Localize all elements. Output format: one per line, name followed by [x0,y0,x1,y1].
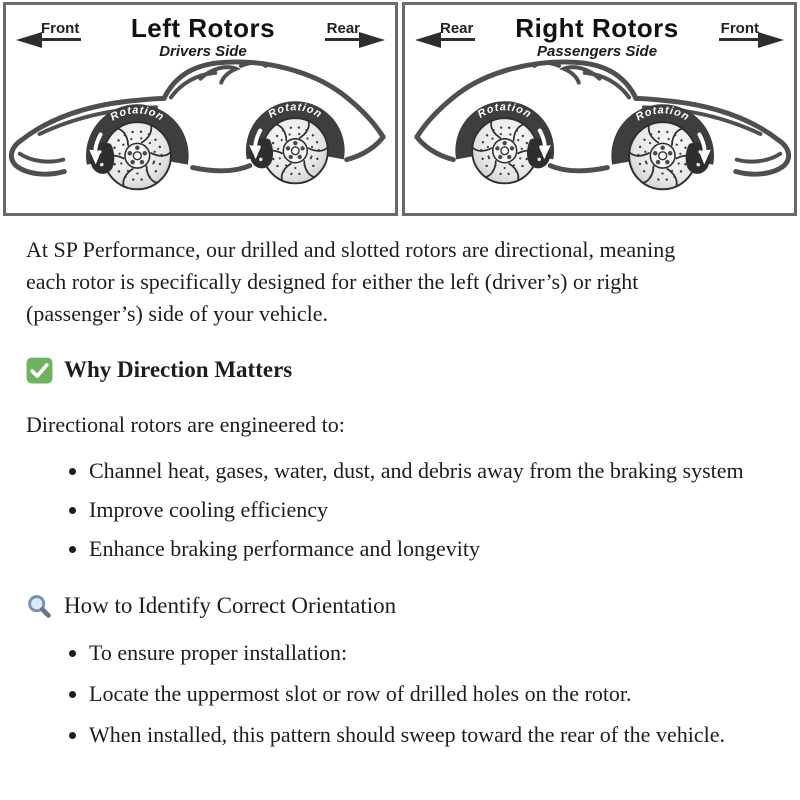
list-item: • Channel heat, gases, water, dust, and debris away from the braking system [89,454,774,488]
section-title: Why Direction Matters [64,357,293,382]
article [0,216,800,753]
check-mark-icon [26,357,53,384]
panel-title: Left Rotors [130,13,276,43]
direction-label: Rear [438,21,475,41]
rotation-label: Rotation [633,104,692,124]
list-item: • Locate the uppermost slot or row of drilled holes on the rotor. [89,676,774,712]
lead-paragraph: Directional rotors are engineered to: [26,412,345,437]
benefits-list [26,454,774,566]
magnifier-icon [26,593,53,620]
panel-header [6,5,395,60]
intro-paragraph: At SP Performance, our drilled and slotted rotors are directional, meaning each rotor is specifically designed for either the left (driver’s) or right (passenger’s) side of your vehicle. [26,237,676,326]
list-item: • To ensure proper installation: [89,635,774,671]
direction-label: Rear [325,21,362,41]
section-heading-why-direction-matters [26,354,774,386]
list-item: • When installed, this pattern should sweep toward the rear of the vehicle. [89,717,774,753]
left-rotors-panel [3,2,398,216]
front-direction [16,21,81,41]
panel-subtitle: Passengers Side [536,43,658,60]
rotation-label: Rotation [475,101,534,121]
direction-label: Front [719,21,761,41]
front-direction [719,21,784,41]
direction-label: Front [39,21,81,41]
list-item: • Enhance braking performance and longevity [89,532,774,566]
orientation-list [26,635,774,753]
arrow-right-icon [758,32,784,48]
panel-header [405,5,794,60]
car-side-illustration-left [6,53,395,213]
arrow-right-icon [359,32,385,48]
rotation-label: Rotation [266,101,325,121]
rotor-direction-diagram [0,0,800,216]
list-item: • Improve cooling efficiency [89,493,774,527]
rear-direction [325,21,385,41]
section-title: How to Identify Correct Orientation [64,593,397,618]
section-heading-identify-orientation [26,590,774,622]
car-side-illustration-right [405,53,794,213]
right-rotors-panel [402,2,797,216]
rear-direction [415,21,475,41]
panel-title: Right Rotors [515,13,679,43]
panel-subtitle: Drivers Side [159,43,247,60]
rotation-label: Rotation [108,104,167,124]
